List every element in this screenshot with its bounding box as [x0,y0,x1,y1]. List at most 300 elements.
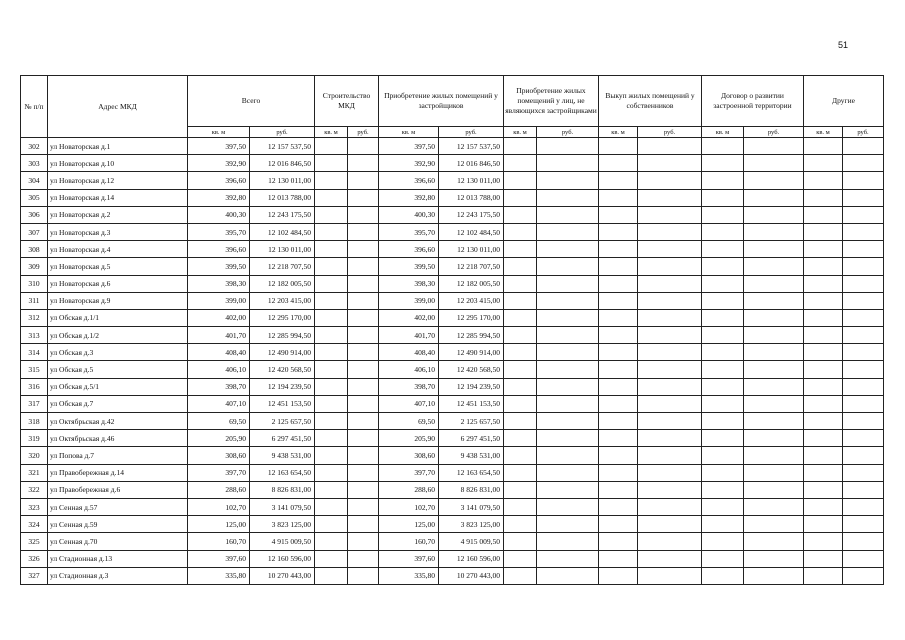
cell-empty [843,464,884,481]
cell-empty [843,241,884,258]
cell-total-sum: 12 420 568,50 [250,361,315,378]
cell-empty [744,378,804,395]
cell-empty [504,172,537,189]
cell-empty [744,395,804,412]
unit-area-header: кв. м [599,127,638,138]
cell-empty [638,241,702,258]
cell-construction-sum [348,361,379,378]
table-row [21,206,884,223]
cell-empty [702,430,744,447]
cell-empty [504,223,537,240]
cell-empty [702,241,744,258]
cell-construction-area [315,498,348,515]
cell-construction-sum [348,413,379,430]
cell-empty [744,189,804,206]
cell-empty [843,361,884,378]
cell-empty [638,498,702,515]
cell-acq-developers-sum: 12 203 415,00 [439,292,504,309]
cell-empty [744,567,804,584]
cell-empty [537,241,599,258]
cell-empty [504,498,537,515]
cell-empty [804,241,843,258]
cell-empty [744,430,804,447]
cell-empty [702,498,744,515]
cell-address: ул Новаторская д.9 [48,292,188,309]
cell-empty [599,189,638,206]
cell-empty [804,567,843,584]
cell-empty [638,172,702,189]
cell-construction-area [315,533,348,550]
table-row [21,464,884,481]
cell-number: 316 [21,378,48,395]
cell-empty [843,498,884,515]
cell-empty [504,189,537,206]
cell-empty [744,223,804,240]
cell-empty [537,275,599,292]
unit-money-header: руб. [348,127,379,138]
cell-empty [744,327,804,344]
cell-number: 309 [21,258,48,275]
cell-acq-developers-sum: 6 297 451,50 [439,430,504,447]
cell-total-sum: 12 295 170,00 [250,309,315,326]
cell-empty [702,344,744,361]
cell-empty [702,309,744,326]
cell-construction-sum [348,378,379,395]
cell-construction-area [315,430,348,447]
cell-address: ул Новаторская д.3 [48,223,188,240]
table-row [21,172,884,189]
cell-acq-developers-sum: 12 295 170,00 [439,309,504,326]
cell-construction-sum [348,189,379,206]
cell-acq-developers-sum: 12 182 005,50 [439,275,504,292]
cell-total-sum: 12 102 484,50 [250,223,315,240]
cell-empty [702,189,744,206]
cell-empty [504,481,537,498]
cell-total-area: 397,60 [188,550,250,567]
cell-empty [599,223,638,240]
cell-construction-sum [348,309,379,326]
cell-empty [804,258,843,275]
cell-total-area: 397,50 [188,138,250,155]
cell-construction-sum [348,464,379,481]
cell-acq-developers-area: 402,00 [379,309,439,326]
cell-address: ул Правобережная д.6 [48,481,188,498]
cell-empty [702,172,744,189]
cell-address: ул Новаторская д.4 [48,241,188,258]
cell-address: ул Обская д.5/1 [48,378,188,395]
cell-total-sum: 12 243 175,50 [250,206,315,223]
table-row [21,361,884,378]
cell-construction-area [315,567,348,584]
cell-empty [504,292,537,309]
cell-acq-developers-sum: 4 915 009,50 [439,533,504,550]
cell-construction-sum [348,430,379,447]
cell-empty [843,430,884,447]
cell-empty [702,361,744,378]
cell-acq-developers-area: 160,70 [379,533,439,550]
cell-empty [638,258,702,275]
cell-empty [599,395,638,412]
cell-empty [804,172,843,189]
cell-empty [504,206,537,223]
cell-address: ул Сенная д.57 [48,498,188,515]
cell-construction-area [315,189,348,206]
unit-area-header: кв. м [702,127,744,138]
cell-empty [843,258,884,275]
table-row [21,481,884,498]
cell-empty [537,155,599,172]
cell-acq-developers-area: 392,90 [379,155,439,172]
cell-acq-developers-sum: 8 826 831,00 [439,481,504,498]
cell-empty [599,430,638,447]
table-row [21,155,884,172]
cell-total-area: 407,10 [188,395,250,412]
cell-acq-developers-area: 398,30 [379,275,439,292]
cell-total-sum: 9 438 531,00 [250,447,315,464]
cell-total-area: 395,70 [188,223,250,240]
cell-total-area: 399,50 [188,258,250,275]
cell-empty [537,498,599,515]
cell-address: ул Новаторская д.6 [48,275,188,292]
cell-empty [804,430,843,447]
cell-empty [702,138,744,155]
unit-money-header: руб. [744,127,804,138]
cell-empty [537,447,599,464]
cell-empty [599,361,638,378]
cell-acq-developers-area: 396,60 [379,241,439,258]
cell-address: ул Обская д.5 [48,361,188,378]
cell-empty [599,275,638,292]
col-header-development: Договор о развитии застроенной территории [702,76,804,127]
col-header-total: Всего [188,76,315,127]
table-row [21,516,884,533]
cell-empty [599,172,638,189]
cell-empty [702,258,744,275]
cell-empty [599,138,638,155]
cell-empty [537,395,599,412]
cell-empty [599,344,638,361]
col-header-acq-non-developers: Приобретение жилых помещений у лиц, не являющихся застройщиками [504,76,599,127]
cell-total-area: 402,00 [188,309,250,326]
cell-empty [638,275,702,292]
cell-empty [843,189,884,206]
cell-empty [638,481,702,498]
cell-empty [843,172,884,189]
cell-empty [804,309,843,326]
cell-empty [843,292,884,309]
cell-construction-sum [348,241,379,258]
cell-construction-area [315,223,348,240]
cell-empty [843,481,884,498]
cell-acq-developers-sum: 2 125 657,50 [439,413,504,430]
cell-number: 327 [21,567,48,584]
cell-address: ул Обская д.1/2 [48,327,188,344]
cell-address: ул Сенная д.70 [48,533,188,550]
unit-area-header: кв. м [804,127,843,138]
cell-empty [804,516,843,533]
cell-construction-sum [348,327,379,344]
cell-construction-area [315,292,348,309]
cell-empty [702,206,744,223]
cell-empty [744,516,804,533]
cell-empty [504,447,537,464]
cell-empty [537,223,599,240]
cell-empty [599,378,638,395]
cell-number: 317 [21,395,48,412]
cell-empty [804,413,843,430]
col-header-buyout: Выкуп жилых помещений у собственников [599,76,702,127]
cell-number: 319 [21,430,48,447]
cell-number: 323 [21,498,48,515]
cell-empty [537,309,599,326]
cell-construction-sum [348,481,379,498]
cell-acq-developers-area: 397,60 [379,550,439,567]
cell-acq-developers-area: 395,70 [379,223,439,240]
cell-construction-sum [348,344,379,361]
cell-total-sum: 12 490 914,00 [250,344,315,361]
cell-empty [804,464,843,481]
cell-acq-developers-sum: 12 218 707,50 [439,258,504,275]
cell-acq-developers-sum: 12 102 484,50 [439,223,504,240]
cell-acq-developers-area: 335,80 [379,567,439,584]
cell-construction-area [315,413,348,430]
col-header-construction: Строительство МКД [315,76,379,127]
cell-empty [599,292,638,309]
cell-empty [804,155,843,172]
cell-empty [599,327,638,344]
cell-empty [504,275,537,292]
cell-construction-area [315,327,348,344]
cell-number: 308 [21,241,48,258]
cell-empty [744,481,804,498]
cell-number: 304 [21,172,48,189]
cell-empty [804,447,843,464]
cell-total-area: 406,10 [188,361,250,378]
cell-empty [537,292,599,309]
cell-empty [599,498,638,515]
cell-construction-sum [348,550,379,567]
cell-empty [744,344,804,361]
cell-total-sum: 2 125 657,50 [250,413,315,430]
cell-empty [599,481,638,498]
cell-address: ул Правобережная д.14 [48,464,188,481]
cell-empty [537,344,599,361]
cell-acq-developers-area: 102,70 [379,498,439,515]
cell-empty [804,189,843,206]
cell-construction-area [315,378,348,395]
cell-empty [638,138,702,155]
cell-acq-developers-sum: 12 490 914,00 [439,344,504,361]
cell-address: ул Обская д.7 [48,395,188,412]
cell-construction-sum [348,498,379,515]
cell-empty [804,550,843,567]
cell-address: ул Новаторская д.12 [48,172,188,189]
cell-empty [843,138,884,155]
cell-empty [599,155,638,172]
cell-construction-sum [348,206,379,223]
cell-acq-developers-area: 125,00 [379,516,439,533]
cell-construction-area [315,258,348,275]
cell-empty [638,189,702,206]
cell-empty [744,155,804,172]
cell-number: 321 [21,464,48,481]
cell-total-area: 399,00 [188,292,250,309]
cell-empty [702,223,744,240]
cell-total-sum: 12 130 011,00 [250,172,315,189]
cell-total-sum: 3 141 079,50 [250,498,315,515]
unit-area-header: кв. м [188,127,250,138]
table-row [21,223,884,240]
cell-empty [638,567,702,584]
cell-empty [804,361,843,378]
col-header-acq-developers: Приобретение жилых помещений у застройщиков [379,76,504,127]
cell-total-sum: 6 297 451,50 [250,430,315,447]
cell-empty [744,464,804,481]
cell-acq-developers-sum: 3 141 079,50 [439,498,504,515]
cell-construction-sum [348,172,379,189]
cell-empty [504,344,537,361]
cell-total-area: 392,90 [188,155,250,172]
cell-total-area: 69,50 [188,413,250,430]
cell-empty [702,413,744,430]
cell-empty [744,138,804,155]
cell-total-sum: 10 270 443,00 [250,567,315,584]
cell-address: ул Стадионная д.13 [48,550,188,567]
cell-empty [638,292,702,309]
cell-empty [504,430,537,447]
cell-construction-area [315,344,348,361]
table-row [21,327,884,344]
cell-acq-developers-area: 69,50 [379,413,439,430]
cell-acq-developers-area: 401,70 [379,327,439,344]
cell-total-area: 335,80 [188,567,250,584]
cell-empty [804,378,843,395]
cell-address: ул Сенная д.59 [48,516,188,533]
cell-empty [638,223,702,240]
cell-number: 307 [21,223,48,240]
table-row [21,309,884,326]
cell-empty [599,550,638,567]
cell-total-sum: 3 823 125,00 [250,516,315,533]
cell-empty [504,327,537,344]
cell-empty [638,344,702,361]
cell-acq-developers-sum: 12 194 239,50 [439,378,504,395]
cell-empty [504,378,537,395]
cell-total-sum: 12 130 011,00 [250,241,315,258]
page-number: 51 [838,40,849,50]
cell-empty [744,292,804,309]
cell-empty [638,533,702,550]
table-row [21,567,884,584]
cell-acq-developers-area: 400,30 [379,206,439,223]
cell-number: 320 [21,447,48,464]
cell-total-sum: 12 016 846,50 [250,155,315,172]
table-row [21,258,884,275]
cell-empty [702,533,744,550]
cell-empty [804,223,843,240]
cell-empty [744,275,804,292]
cell-empty [504,533,537,550]
table-row [21,241,884,258]
cell-construction-area [315,395,348,412]
cell-construction-area [315,447,348,464]
table-row [21,533,884,550]
cell-total-sum: 8 826 831,00 [250,481,315,498]
cell-empty [702,327,744,344]
cell-empty [702,395,744,412]
cell-empty [504,258,537,275]
cell-acq-developers-area: 397,50 [379,138,439,155]
cell-number: 303 [21,155,48,172]
cell-empty [638,413,702,430]
cell-number: 318 [21,413,48,430]
cell-construction-area [315,550,348,567]
cell-total-area: 205,90 [188,430,250,447]
cell-construction-area [315,275,348,292]
cell-acq-developers-sum: 12 451 153,50 [439,395,504,412]
cell-empty [537,516,599,533]
cell-empty [843,533,884,550]
col-header-num: № п/п [21,76,48,138]
cell-empty [638,395,702,412]
cell-empty [638,155,702,172]
cell-empty [843,206,884,223]
cell-acq-developers-area: 406,10 [379,361,439,378]
cell-address: ул Обская д.3 [48,344,188,361]
cell-empty [504,395,537,412]
cell-empty [744,309,804,326]
cell-empty [599,206,638,223]
cell-number: 302 [21,138,48,155]
cell-empty [537,464,599,481]
table-row [21,292,884,309]
cell-empty [504,309,537,326]
cell-empty [843,567,884,584]
cell-empty [744,241,804,258]
cell-empty [744,447,804,464]
cell-total-sum: 4 915 009,50 [250,533,315,550]
table-row [21,498,884,515]
cell-empty [599,516,638,533]
col-header-address: Адрес МКД [48,76,188,138]
cell-number: 325 [21,533,48,550]
cell-construction-sum [348,258,379,275]
cell-empty [537,430,599,447]
cell-total-sum: 12 218 707,50 [250,258,315,275]
cell-address: ул Октябрьская д.42 [48,413,188,430]
cell-empty [744,498,804,515]
cell-construction-sum [348,292,379,309]
cell-empty [843,223,884,240]
cell-empty [744,172,804,189]
table-row [21,378,884,395]
cell-acq-developers-sum: 3 823 125,00 [439,516,504,533]
cell-number: 326 [21,550,48,567]
cell-number: 312 [21,309,48,326]
cell-empty [638,361,702,378]
cell-empty [804,275,843,292]
cell-total-area: 102,70 [188,498,250,515]
cell-number: 313 [21,327,48,344]
cell-number: 314 [21,344,48,361]
cell-acq-developers-area: 308,60 [379,447,439,464]
cell-empty [702,155,744,172]
cell-empty [843,516,884,533]
unit-money-header: руб. [638,127,702,138]
cell-address: ул Стадионная д.3 [48,567,188,584]
cell-acq-developers-sum: 12 130 011,00 [439,241,504,258]
cell-acq-developers-area: 397,70 [379,464,439,481]
